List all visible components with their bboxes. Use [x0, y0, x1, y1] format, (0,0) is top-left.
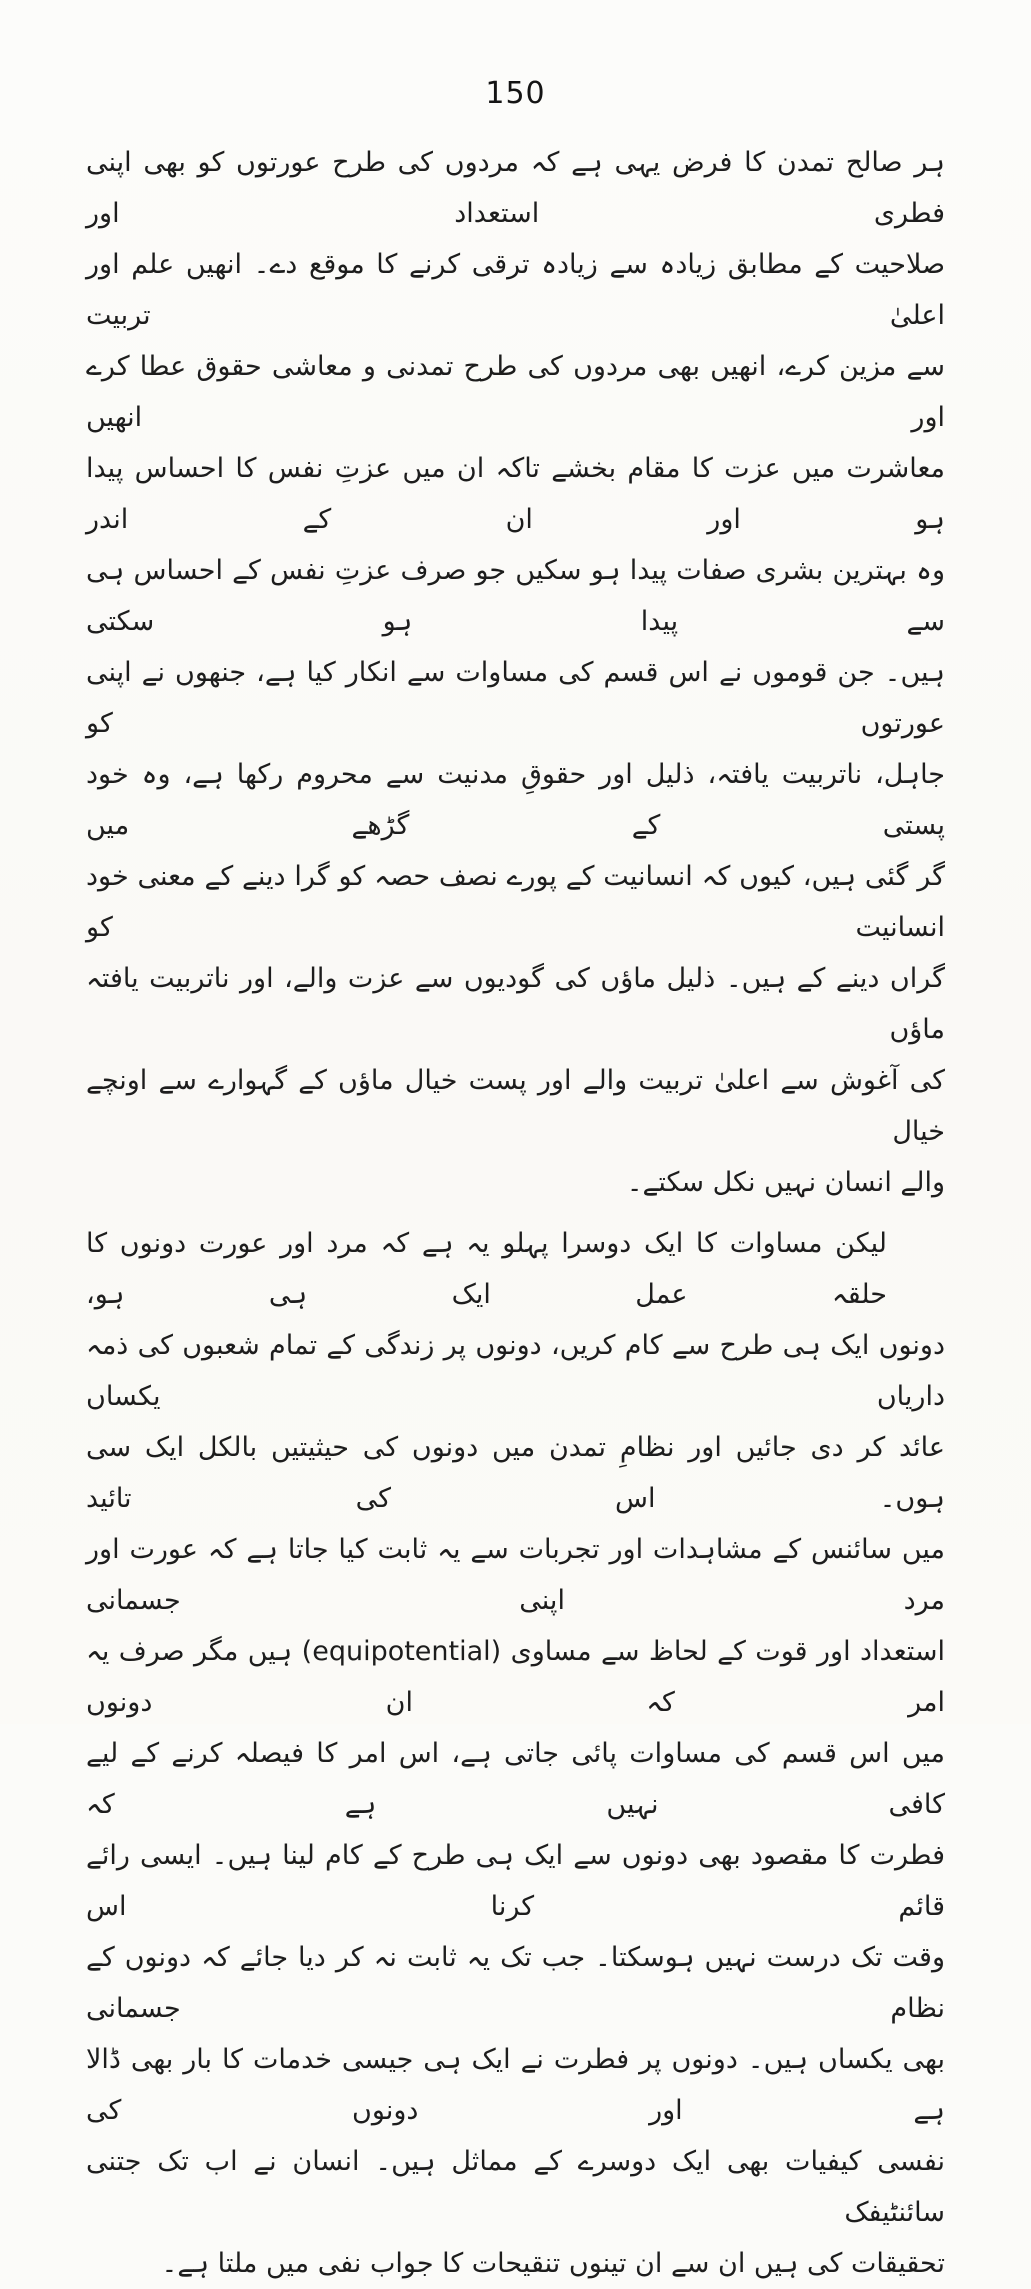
- text-line: عائد کر دی جائیں اور نظامِ تمدن میں دونوں کی حیثیتیں بالکل ایک سی ہوں۔ اس کی تائید: [86, 1432, 945, 1514]
- text-line: ہر صالح تمدن کا فرض یہی ہے کہ مردوں کی طرح عورتوں کو بھی اپنی فطری استعداد اور: [86, 147, 945, 229]
- text-line: وہ بہترین بشری صفات پیدا ہو سکیں جو صرف عزتِ نفس کے احساس ہی سے پیدا ہو سکتی: [86, 555, 945, 637]
- text-line: لیکن مساوات کا ایک دوسرا پہلو یہ ہے کہ مرد اور عورت دونوں کا حلقہ عمل ایک ہی ہو،: [86, 1228, 887, 1310]
- text-line: سے مزین کرے، انھیں بھی مردوں کی طرح تمدنی و معاشی حقوق عطا کرے اور انھیں: [86, 351, 945, 433]
- text-line: صلاحیت کے مطابق زیادہ سے زیادہ ترقی کرنے کا موقع دے۔ انھیں علم اور اعلیٰ تربیت: [86, 249, 945, 331]
- text-line: تحقیقات کی ہیں ان سے ان تینوں تنقیحات کا جواب نفی میں ملتا ہے۔: [161, 2248, 945, 2279]
- text-line: ہیں۔ جن قوموں نے اس قسم کی مساوات سے انکار کیا ہے، جنھوں نے اپنی عورتوں کو: [86, 657, 945, 739]
- text-line: استعداد اور قوت کے لحاظ سے مساوی (equipotential) ہیں مگر صرف یہ امر کہ ان دونوں: [86, 1636, 945, 1718]
- page-number: 150: [485, 76, 546, 111]
- text-line: فطرت کا مقصود بھی دونوں سے ایک ہی طرح کے کام لینا ہیں۔ ایسی رائے قائم کرنا اس: [86, 1840, 945, 1922]
- text-line: میں سائنس کے مشاہدات اور تجربات سے یہ ثابت کیا جاتا ہے کہ عورت اور مرد اپنی جسمانی: [86, 1534, 945, 1616]
- text-line: گراں دینے کے ہیں۔ ذلیل ماؤں کی گودیوں سے عزت والے، اور ناتربیت یافتہ ماؤں: [86, 963, 945, 1045]
- text-line: نفسی کیفیات بھی ایک دوسرے کے مماثل ہیں۔ انسان نے اب تک جتنی سائنٹیفک: [86, 2146, 945, 2228]
- text-line: جاہل، ناتربیت یافتہ، ذلیل اور حقوقِ مدنیت سے محروم رکھا ہے، وہ خود پستی کے گڑھے میں: [86, 759, 945, 841]
- text-line: بھی یکساں ہیں۔ دونوں پر فطرت نے ایک ہی جیسی خدمات کا بار بھی ڈالا ہے اور دونوں کی: [86, 2044, 945, 2126]
- paragraph-1: [86, 137, 945, 1208]
- text-line: وقت تک درست نہیں ہوسکتا۔ جب تک یہ ثابت نہ کر دیا جائے کہ دونوں کے نظام جسمانی: [86, 1942, 945, 2024]
- text-line: والے انسان نہیں نکل سکتے۔: [626, 1167, 945, 1198]
- text-line: گر گئی ہیں، کیوں کہ انسانیت کے پورے نصف حصہ کو گرا دینے کے معنی خود انسانیت کو: [86, 861, 945, 943]
- text-line: معاشرت میں عزت کا مقام بخشے تاکہ ان میں عزتِ نفس کا احساس پیدا ہو اور ان کے اندر: [86, 453, 945, 535]
- text-line: میں اس قسم کی مساوات پائی جاتی ہے، اس امر کا فیصلہ کرنے کے لیے کافی نہیں ہے کہ: [86, 1738, 945, 1820]
- text-line: کی آغوش سے اعلیٰ تربیت والے اور پست خیال ماؤں کے گہوارے سے اونچے خیال: [86, 1065, 945, 1147]
- paragraph-2: [86, 1218, 945, 2289]
- text-line: دونوں ایک ہی طرح سے کام کریں، دونوں پر زندگی کے تمام شعبوں کی ذمہ داریاں یکساں: [86, 1330, 945, 1412]
- body-text: [86, 137, 945, 2289]
